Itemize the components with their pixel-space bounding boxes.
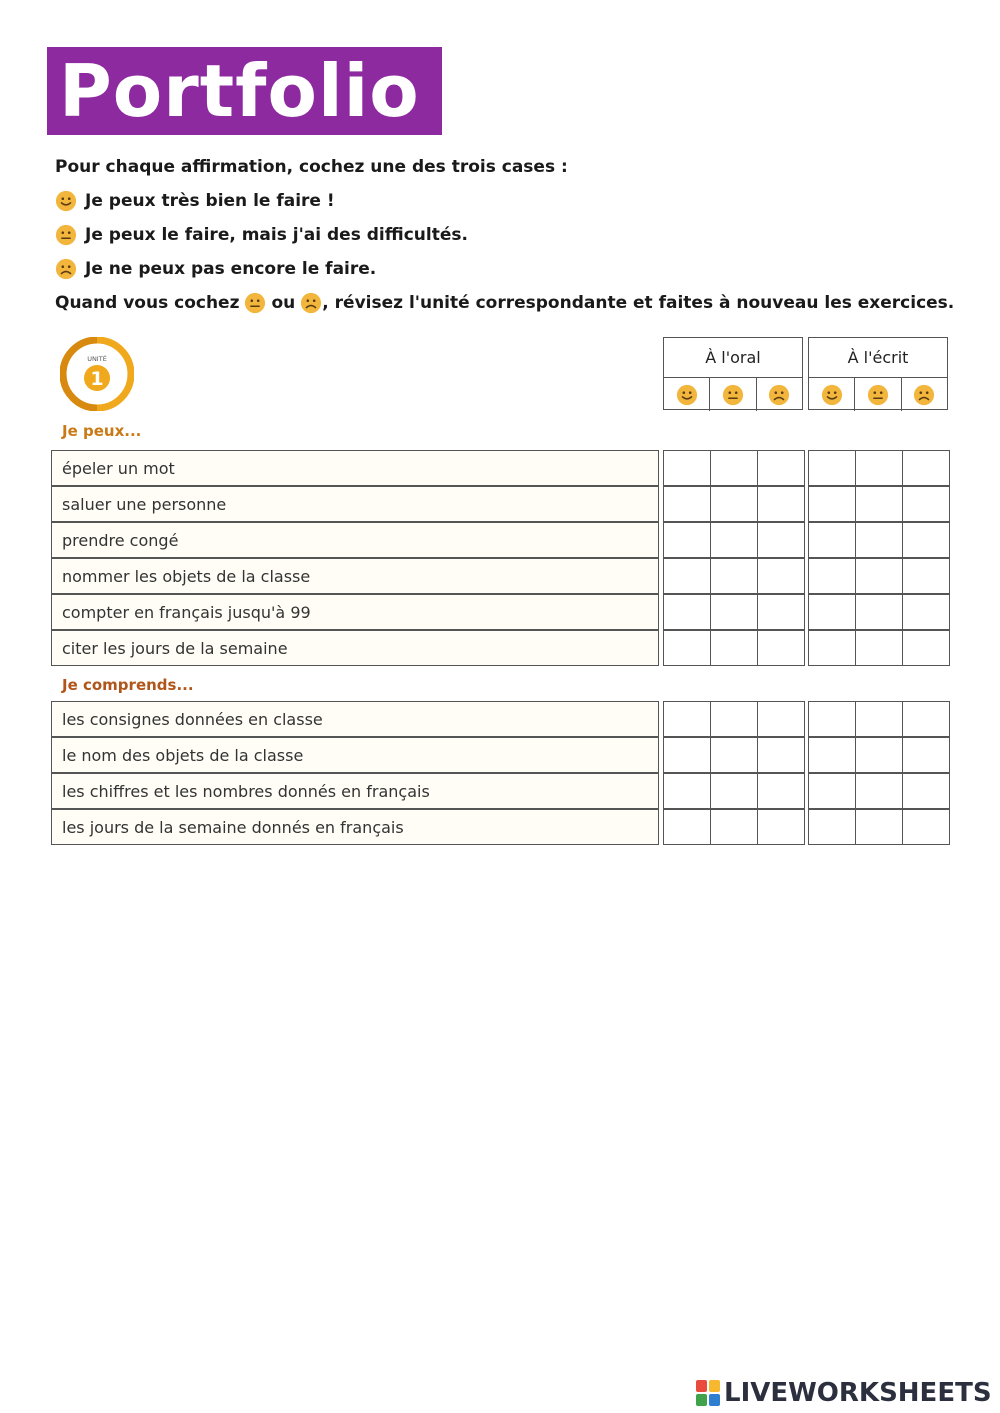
checkbox-sad[interactable] (758, 810, 804, 844)
checkbox-happy[interactable] (664, 631, 711, 665)
checkbox-sad[interactable] (903, 595, 949, 629)
checkbox-sad[interactable] (903, 451, 949, 485)
liveworksheets-icon (696, 1380, 720, 1406)
checkbox-neutral[interactable] (856, 774, 903, 808)
statement-row: les consignes données en classe (51, 701, 659, 737)
checkbox-neutral[interactable] (711, 487, 758, 521)
unit-label: UNITÉ (87, 355, 107, 363)
checkbox-sad[interactable] (758, 451, 804, 485)
statement-row: compter en français jusqu'à 99 (51, 594, 659, 630)
neutral-face-icon (55, 224, 77, 246)
checkbox-group-ecrit (808, 630, 950, 666)
checkbox-happy[interactable] (664, 810, 711, 844)
checkbox-happy[interactable] (664, 523, 711, 557)
sad-face-icon (913, 384, 935, 406)
checkbox-happy[interactable] (809, 702, 856, 736)
legend-neutral: Je peux le faire, mais j'ai des difficultés. (55, 224, 468, 246)
checkbox-group-oral (663, 594, 805, 630)
checkbox-group-ecrit (808, 450, 950, 486)
happy-face-icon (55, 190, 77, 212)
neutral-face-icon (722, 384, 744, 406)
checkbox-happy[interactable] (664, 487, 711, 521)
checkbox-group-oral (663, 701, 805, 737)
checkbox-sad[interactable] (903, 523, 949, 557)
checkbox-happy[interactable] (664, 595, 711, 629)
page-title-banner (47, 47, 442, 135)
legend-sad: Je ne peux pas encore le faire. (55, 258, 376, 280)
statement-row: le nom des objets de la classe (51, 737, 659, 773)
checkbox-happy[interactable] (809, 631, 856, 665)
instructions-review: Quand vous cochez ou , révisez l'unité correspondante et faites à nouveau les exercices. (55, 293, 955, 313)
checkbox-sad[interactable] (903, 487, 949, 521)
statement-row: les chiffres et les nombres donnés en français (51, 773, 659, 809)
checkbox-group-oral (663, 737, 805, 773)
checkbox-neutral[interactable] (856, 738, 903, 772)
checkbox-happy[interactable] (664, 738, 711, 772)
checkbox-neutral[interactable] (856, 702, 903, 736)
checkbox-sad[interactable] (903, 738, 949, 772)
checkbox-neutral[interactable] (856, 810, 903, 844)
checkbox-neutral[interactable] (711, 738, 758, 772)
checkbox-sad[interactable] (758, 559, 804, 593)
checkbox-group-ecrit (808, 522, 950, 558)
column-header-ecrit (808, 337, 948, 410)
checkbox-happy[interactable] (664, 559, 711, 593)
checkbox-neutral[interactable] (711, 451, 758, 485)
checkbox-happy[interactable] (809, 559, 856, 593)
checkbox-group-ecrit (808, 701, 950, 737)
checkbox-sad[interactable] (758, 487, 804, 521)
checkbox-group-ecrit (808, 486, 950, 522)
checkbox-happy[interactable] (809, 738, 856, 772)
neutral-face-icon (867, 384, 889, 406)
checkbox-neutral[interactable] (711, 595, 758, 629)
checkbox-sad[interactable] (758, 702, 804, 736)
checkbox-sad[interactable] (903, 631, 949, 665)
column-header-oral (663, 337, 803, 410)
checkbox-neutral[interactable] (856, 595, 903, 629)
checkbox-neutral[interactable] (711, 702, 758, 736)
statement-row: citer les jours de la semaine (51, 630, 659, 666)
checkbox-neutral[interactable] (711, 559, 758, 593)
happy-face-icon (821, 384, 843, 406)
statement-row: nommer les objets de la classe (51, 558, 659, 594)
checkbox-happy[interactable] (809, 810, 856, 844)
checkbox-sad[interactable] (903, 774, 949, 808)
statement-row: les jours de la semaine donnés en français (51, 809, 659, 845)
checkbox-happy[interactable] (664, 774, 711, 808)
checkbox-group-ecrit (808, 809, 950, 845)
column-title-oral: À l'oral (664, 338, 802, 378)
checkbox-neutral[interactable] (711, 631, 758, 665)
statement-row: prendre congé (51, 522, 659, 558)
section-label-je-comprends: Je comprends... (62, 676, 194, 694)
checkbox-neutral[interactable] (856, 487, 903, 521)
checkbox-sad[interactable] (758, 738, 804, 772)
column-title-ecrit: À l'écrit (809, 338, 947, 378)
liveworksheets-brand: LIVEWORKSHEETS (724, 1378, 992, 1408)
checkbox-happy[interactable] (809, 451, 856, 485)
neutral-face-icon (244, 292, 266, 314)
unit-number: 1 (90, 368, 104, 390)
checkbox-happy[interactable] (809, 487, 856, 521)
checkbox-neutral[interactable] (711, 774, 758, 808)
checkbox-sad[interactable] (758, 595, 804, 629)
legend-happy: Je peux très bien le faire ! (55, 190, 335, 212)
unit-badge (60, 337, 134, 411)
happy-face-icon (676, 384, 698, 406)
checkbox-happy[interactable] (664, 702, 711, 736)
checkbox-neutral[interactable] (856, 559, 903, 593)
page-title: Portfolio (59, 49, 420, 133)
checkbox-sad[interactable] (903, 702, 949, 736)
statement-row: saluer une personne (51, 486, 659, 522)
checkbox-sad[interactable] (758, 523, 804, 557)
sad-face-icon (300, 292, 322, 314)
checkbox-happy[interactable] (809, 774, 856, 808)
checkbox-happy[interactable] (664, 451, 711, 485)
liveworksheets-logo (696, 1378, 992, 1408)
checkbox-group-oral (663, 522, 805, 558)
checkbox-neutral[interactable] (856, 631, 903, 665)
checkbox-neutral[interactable] (711, 810, 758, 844)
checkbox-sad[interactable] (758, 631, 804, 665)
checkbox-group-ecrit (808, 737, 950, 773)
instructions-intro: Pour chaque affirmation, cochez une des trois cases : (55, 157, 568, 177)
checkbox-sad[interactable] (903, 810, 949, 844)
checkbox-group-ecrit (808, 594, 950, 630)
checkbox-happy[interactable] (809, 595, 856, 629)
sad-face-icon (55, 258, 77, 280)
checkbox-happy[interactable] (809, 523, 856, 557)
sad-face-icon (768, 384, 790, 406)
checkbox-group-oral (663, 809, 805, 845)
checkbox-group-oral (663, 486, 805, 522)
section-label-je-peux: Je peux... (62, 422, 142, 440)
statement-row: épeler un mot (51, 450, 659, 486)
checkbox-group-ecrit (808, 773, 950, 809)
checkbox-neutral[interactable] (711, 523, 758, 557)
checkbox-group-ecrit (808, 558, 950, 594)
checkbox-neutral[interactable] (856, 523, 903, 557)
checkbox-group-oral (663, 630, 805, 666)
checkbox-group-oral (663, 558, 805, 594)
checkbox-sad[interactable] (758, 774, 804, 808)
checkbox-sad[interactable] (903, 559, 949, 593)
checkbox-neutral[interactable] (856, 451, 903, 485)
checkbox-group-oral (663, 450, 805, 486)
checkbox-group-oral (663, 773, 805, 809)
